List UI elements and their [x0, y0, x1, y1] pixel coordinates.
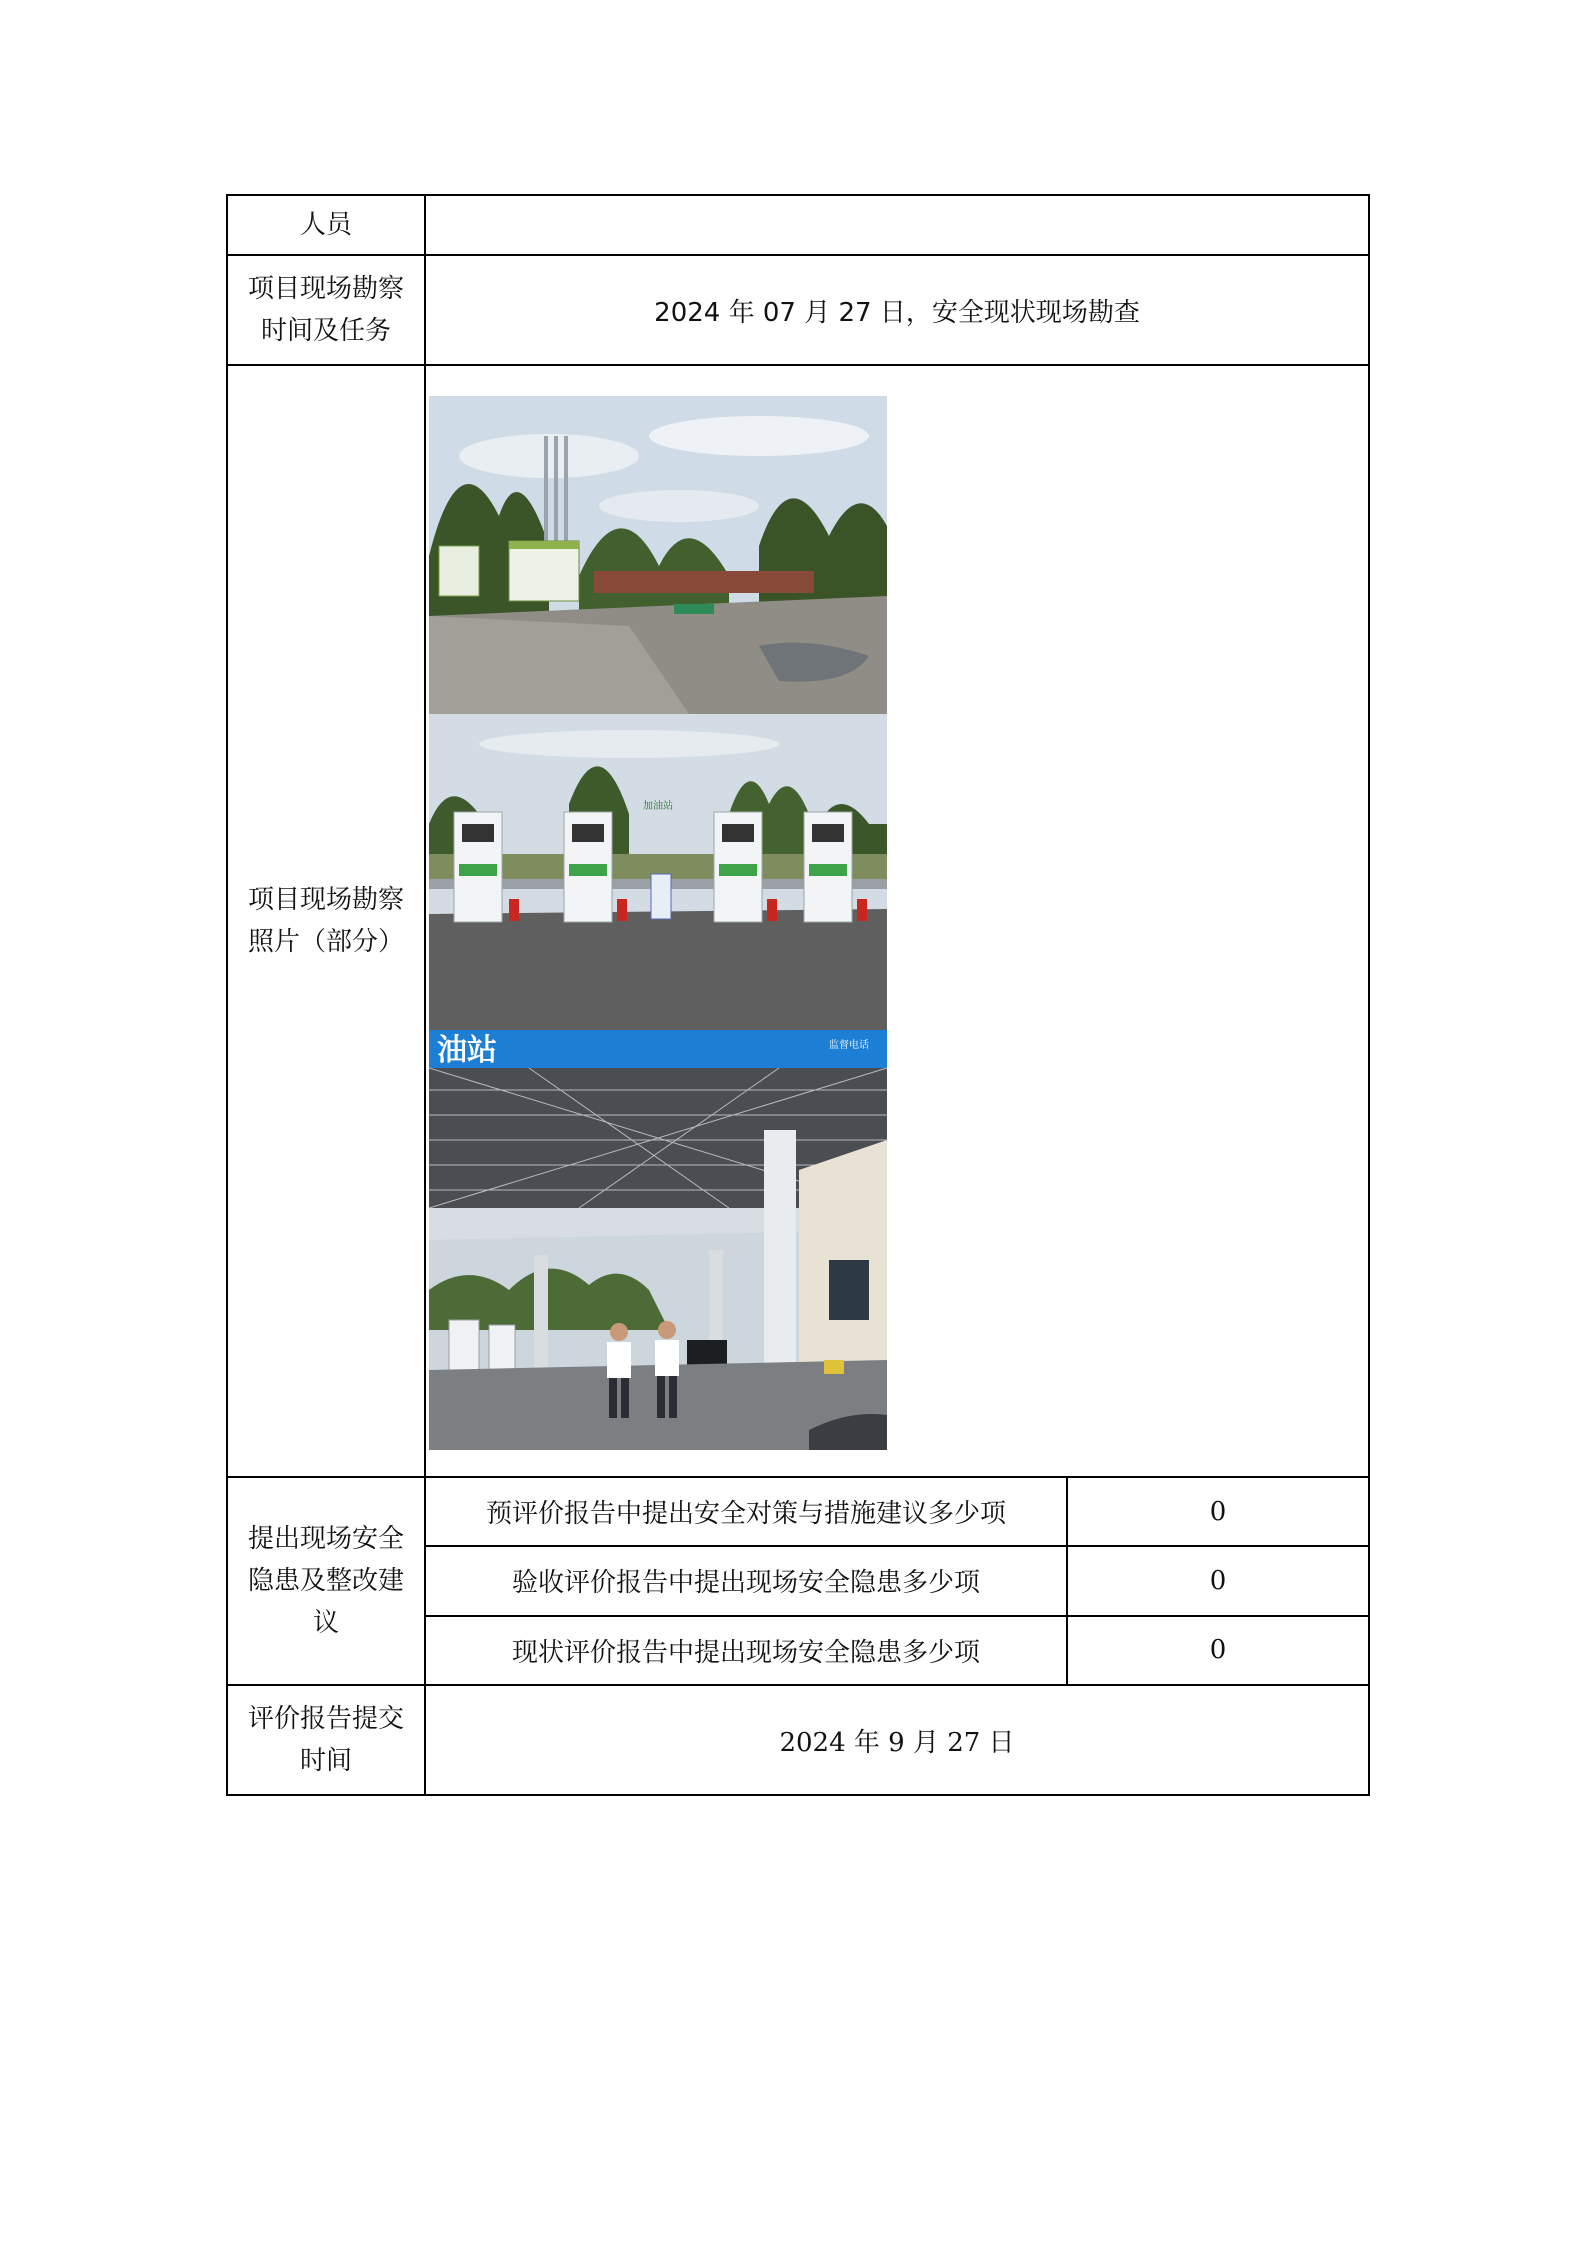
dispenser-photo — [429, 714, 887, 1030]
photo-stack — [429, 396, 887, 1450]
personnel-value-cell — [425, 195, 1369, 255]
photos-label-cell — [227, 365, 425, 1477]
canopy-sign-text: 油站 — [437, 1033, 497, 1068]
hazards-subtable — [426, 1478, 1368, 1684]
submit-value-cell — [425, 1685, 1369, 1795]
submit-value: 2024 年 9 月 27 日 — [779, 1727, 1015, 1758]
dispenser-sign-text: 加油站 — [643, 801, 673, 812]
tank-area-image — [429, 396, 887, 714]
hazard-question: 预评价报告中提出安全对策与措施建议多少项 — [426, 1478, 1067, 1546]
survey-time-label: 项目现场勘察时间及任务 — [247, 274, 404, 346]
hazards-cell — [425, 1477, 1369, 1685]
personnel-label-cell — [227, 195, 425, 255]
hazard-row — [426, 1478, 1368, 1546]
personnel-label: 人员 — [299, 210, 352, 240]
hazard-row — [426, 1616, 1368, 1684]
canopy-photo — [429, 1030, 887, 1450]
canopy-image — [429, 1030, 887, 1450]
survey-record-table — [226, 194, 1370, 1796]
hazard-count: 0 — [1067, 1546, 1368, 1615]
hazard-question: 现状评价报告中提出现场安全隐患多少项 — [426, 1616, 1067, 1684]
survey-time-value-cell — [425, 255, 1369, 365]
hazard-row — [426, 1546, 1368, 1615]
photos-cell — [425, 365, 1369, 1477]
dispenser-image — [429, 714, 887, 1030]
survey-time-label-cell — [227, 255, 425, 365]
hazard-question: 验收评价报告中提出现场安全隐患多少项 — [426, 1546, 1067, 1615]
hazards-label: 提出现场安全隐患及整改建议 — [247, 1524, 404, 1638]
hazard-count: 0 — [1209, 1496, 1227, 1527]
submit-label: 评价报告提交时间 — [247, 1704, 404, 1776]
tank-area-photo — [429, 396, 887, 714]
hazards-label-cell — [227, 1477, 425, 1685]
photos-label: 项目现场勘察照片（部分） — [247, 885, 404, 957]
canopy-phone-text: 监督电话 — [829, 1040, 869, 1051]
submit-label-cell — [227, 1685, 425, 1795]
survey-time-value: 2024 年 07 月 27 日，安全现状现场勘查 — [654, 297, 1140, 328]
hazard-count: 0 — [1067, 1616, 1368, 1684]
